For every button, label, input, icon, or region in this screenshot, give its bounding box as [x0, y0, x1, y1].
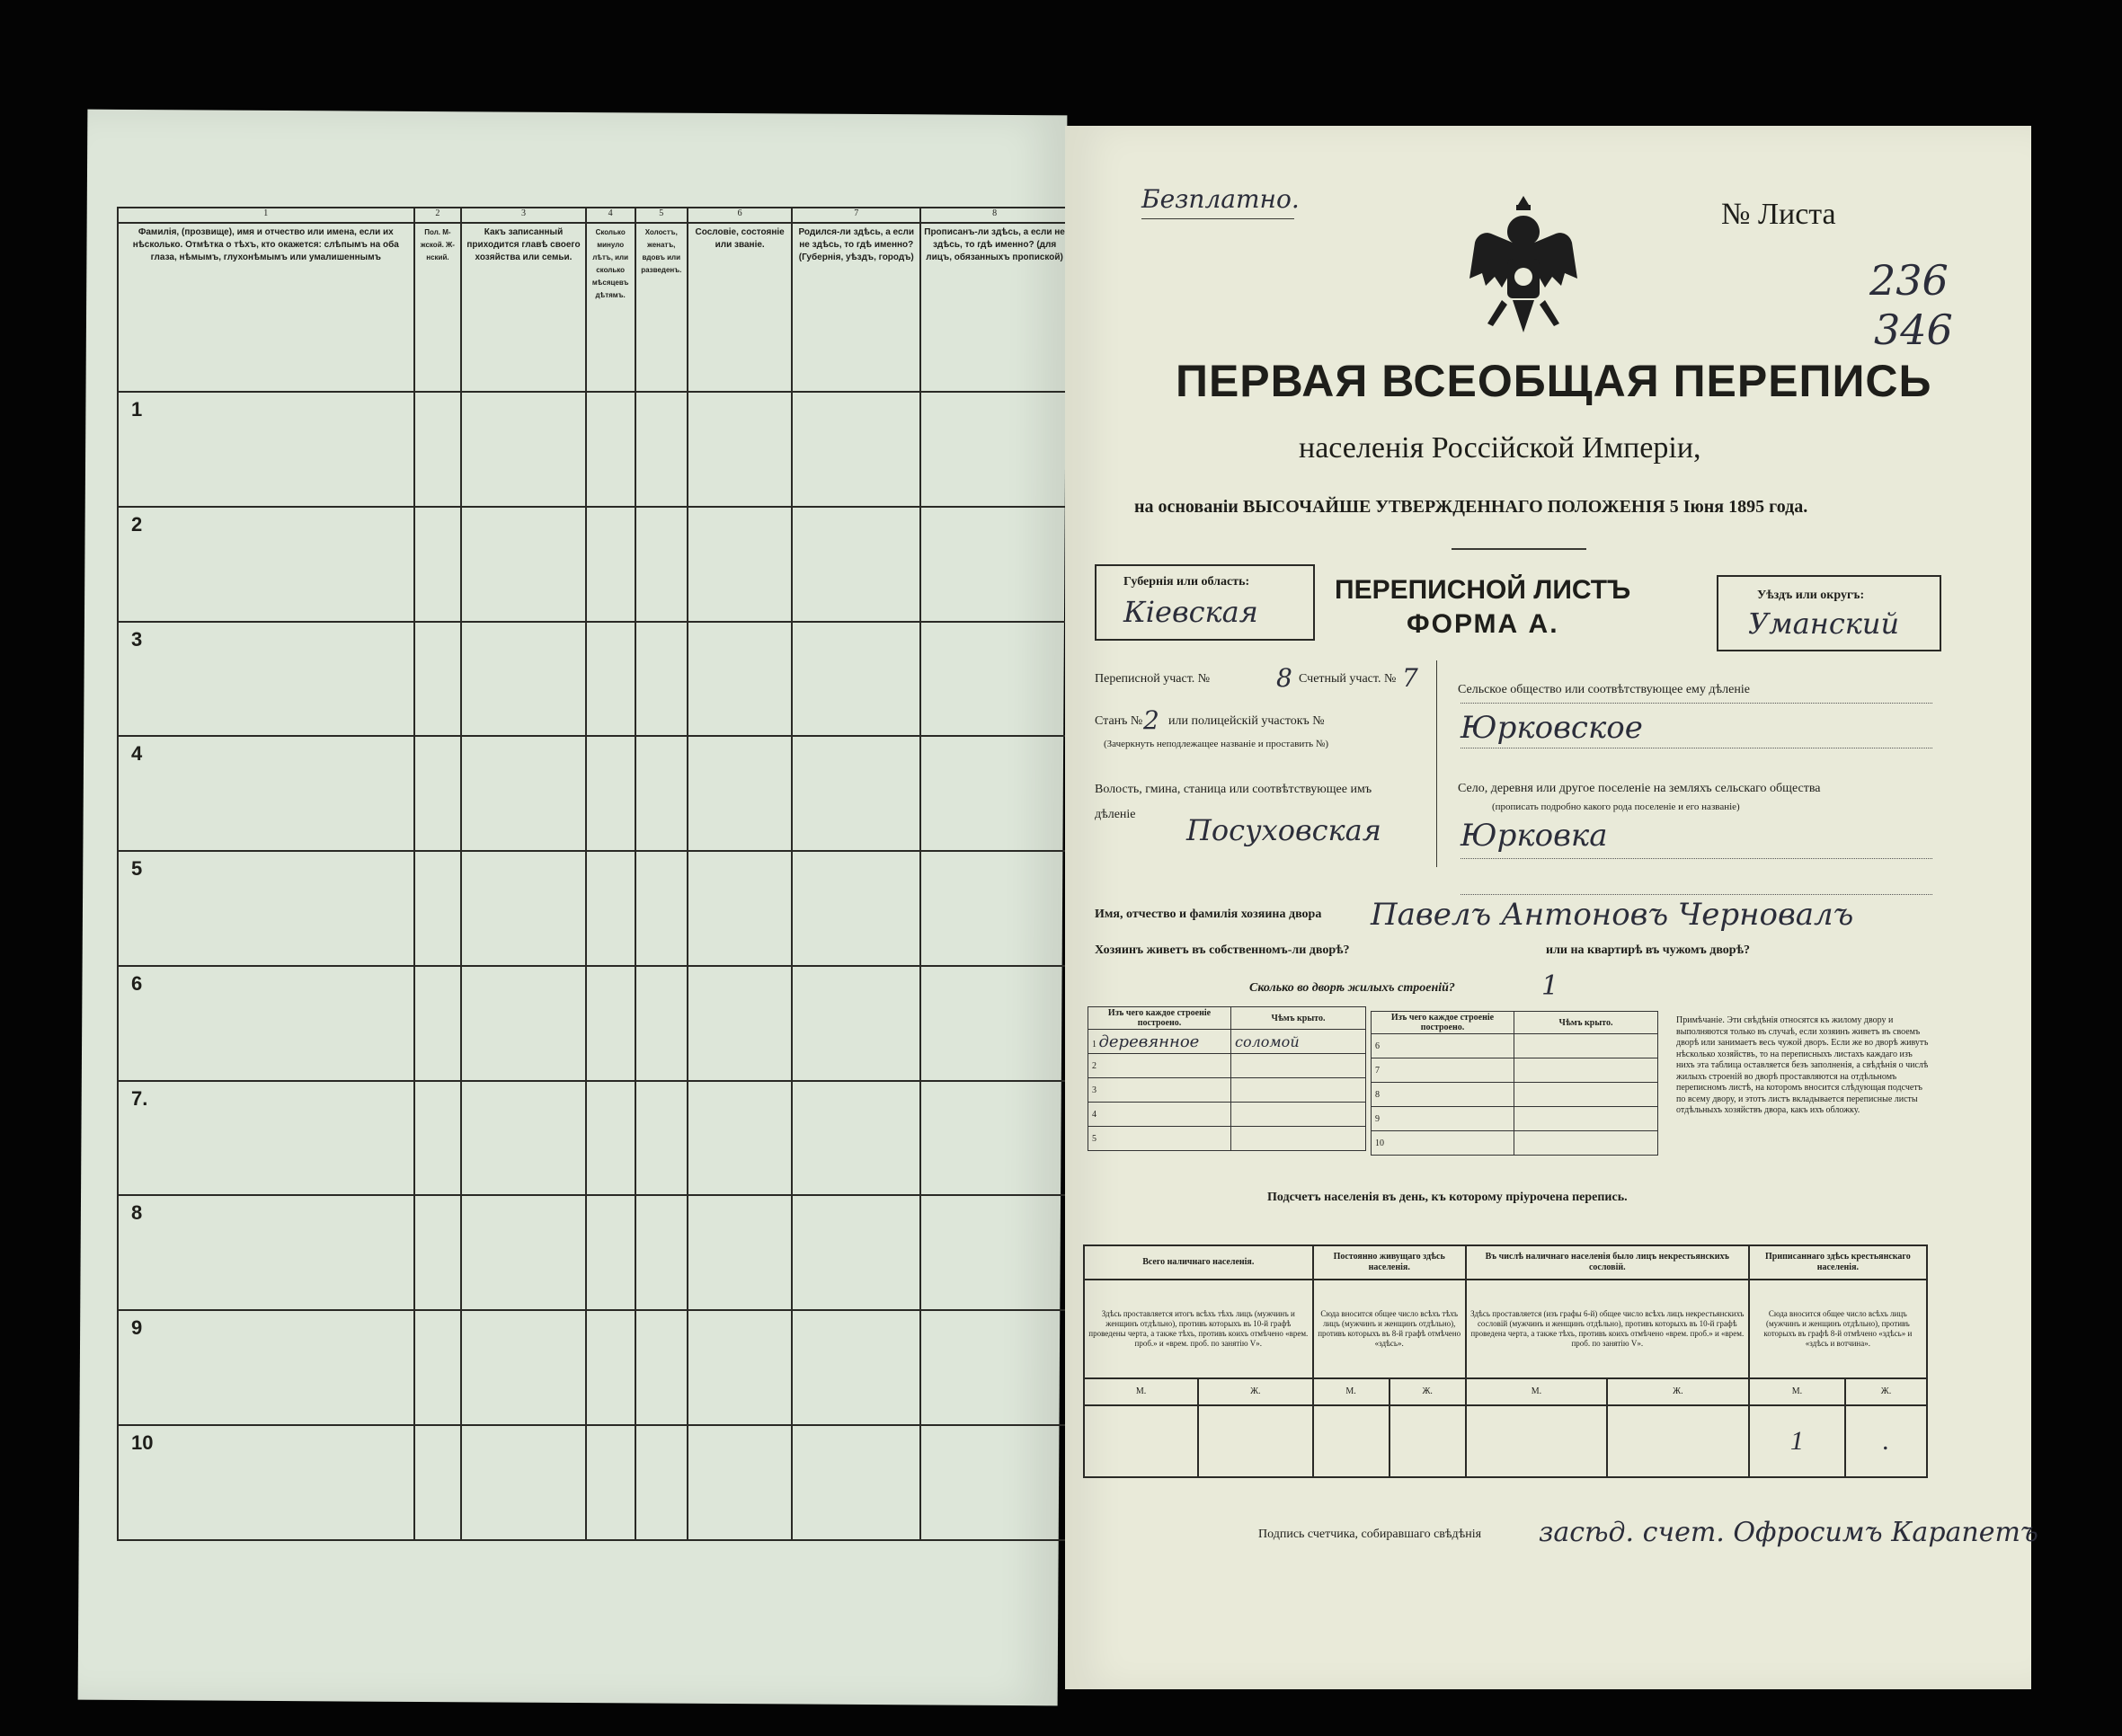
building-row: 4: [1088, 1103, 1231, 1127]
building-row: 3: [1088, 1078, 1231, 1103]
sex-label: М.: [1466, 1378, 1607, 1405]
building-roof: соломой: [1235, 1032, 1300, 1050]
summary-value: .: [1845, 1405, 1927, 1477]
counting-district-label: Счетный участ. №: [1299, 672, 1397, 686]
cross-out-note: (Зачеркнуть неподлежащее названіе и проставить №): [1104, 739, 1329, 749]
table-row: [118, 736, 1069, 851]
sex-label: М.: [1084, 1378, 1198, 1405]
apartment-label: или на квартирѣ въ чужомъ дворѣ?: [1546, 943, 1750, 957]
summary-value: [1313, 1405, 1390, 1477]
row-number: 3: [118, 622, 414, 737]
building-row: 7: [1372, 1058, 1514, 1083]
summary-header: Приписаннаго здѣсь крестьянскаго населенія.: [1749, 1245, 1927, 1280]
sex-label: М.: [1313, 1378, 1390, 1405]
summary-value: [1198, 1405, 1313, 1477]
gubernia-value: Кіевская: [1123, 595, 1258, 629]
building-row: 9: [1372, 1107, 1514, 1131]
buildings-header: Изъ чего каждое строеніе построено.: [1088, 1007, 1231, 1030]
column-number: 5: [635, 208, 688, 223]
ornament-rule: [1452, 548, 1586, 550]
row-number: 8: [118, 1195, 414, 1310]
row-number: 7.: [118, 1081, 414, 1196]
dwellings-label: Сколько во дворѣ жилыхъ строеній?: [1249, 981, 1455, 995]
building-row-number: 1: [1092, 1039, 1097, 1050]
buildings-header: Чѣмъ крыто.: [1231, 1007, 1366, 1030]
sex-label: Ж.: [1390, 1378, 1466, 1405]
table-row: [118, 392, 1069, 507]
building-row: 2: [1088, 1054, 1231, 1078]
volost-label: Волость, гмина, станица или соотвѣтствующее имъ дѣленіе: [1095, 783, 1372, 821]
summary-value: [1607, 1405, 1749, 1477]
dwellings-value: 1: [1541, 970, 1559, 1002]
summary-header: Въ числѣ наличнаго населенія было лицъ некрестьянскихъ сословій.: [1466, 1245, 1749, 1280]
summary-title: Подсчетъ населенія въ день, къ которому пріурочена перепись.: [1267, 1191, 1628, 1204]
table-row: [118, 851, 1069, 966]
sex-label: М.: [1749, 1378, 1845, 1405]
summary-value: [1390, 1405, 1466, 1477]
rule: [1461, 894, 1932, 895]
village-note: (прописать подробно какого рода поселеніе и его названіе): [1492, 802, 1740, 812]
signature-value: засѣд. счет. Офросимъ Карапетъ: [1539, 1517, 2038, 1548]
row-number: 4: [118, 736, 414, 851]
table-row: [118, 966, 1069, 1081]
summary-table: [1083, 1244, 1928, 1478]
volost-value: Посуховская: [1186, 813, 1381, 847]
stan-label: Станъ №: [1095, 714, 1143, 728]
summary-description: Здѣсь проставляется итогъ всѣхъ тѣхъ лицъ (мужчинъ и женщинъ отдѣльно), противъ которыхъ въ 10-й графѣ проведены черта, а также тѣхъ, противъ коихъ отмѣчено «врем. проб.» и «врем. проб. по занятію V».: [1084, 1280, 1313, 1378]
building-row: 5: [1088, 1127, 1231, 1151]
column-number: 3: [461, 208, 585, 223]
summary-description: Сюда вносится общее число всѣхъ тѣхъ лицъ (мужчинъ и женщинъ отдѣльно), противъ которыхъ въ 8-й графѣ отмѣчено «здѣсь».: [1313, 1280, 1466, 1378]
rule: [1141, 218, 1294, 219]
column-number: 4: [586, 208, 635, 223]
owner-lives-label: Хозяинъ живетъ въ собственномъ-ли дворѣ?: [1095, 943, 1350, 957]
column-header-relation: Какъ записанный приходится главѣ своего хозяйства или семьи.: [461, 223, 585, 392]
rule: [1461, 858, 1932, 859]
uezd-label: Уѣздъ или округъ:: [1757, 589, 1865, 602]
summary-value: [1084, 1405, 1198, 1477]
row-number: 1: [118, 392, 414, 507]
note-text: Примѣчаніе. Эти свѣдѣнія относятся къ жилому двору и выполняются только въ случаѣ, если хозяинъ живетъ въ своемъ дворѣ или занимаетъ весь чужой дворъ. Если же во дворѣ живутъ нѣсколько хозяйствъ, то на переписныхъ листахъ каждаго изъ нихъ эта таблица оставляется безъ заполненія, а свѣдѣнія о числѣ жилыхъ строеній во дворѣ проставляются на отдѣльномъ переписномъ листѣ, на которомъ вносится слѣдующая подсчетъ по всему двору, и этотъ листъ вкладывается переписные листы отдѣльныхъ хозяйствъ двора, какъ ихъ обложку.: [1676, 1015, 1929, 1115]
gubernia-label: Губернія или область:: [1123, 575, 1250, 589]
column-number-row: [118, 208, 1069, 223]
sheet-number-label: № Листа: [1721, 198, 1836, 231]
summary-description: Здѣсь проставляется (изъ графы 6-й) общее число всѣхъ лицъ некрестьянскихъ сословій (мужчинъ и женщинъ отдѣльно), противъ которыхъ въ 10-й графѣ проведена черта, а также тѣхъ, противъ коихъ отмѣчено «врем. проб.» и «врем. проб. по занятію V».: [1466, 1280, 1749, 1378]
table-row: [118, 1195, 1069, 1310]
table-row: [118, 1081, 1069, 1196]
column-number: 2: [414, 208, 462, 223]
imperial-eagle-emblem-icon: [1461, 189, 1586, 341]
sex-label: Ж.: [1607, 1378, 1749, 1405]
basis-line: на основаніи ВЫСОЧАЙШЕ УТВЕРЖДЕННАГО ПОЛОЖЕНІЯ 5 Іюня 1895 года.: [1134, 497, 1808, 517]
signature-label: Подпись счетчика, собиравшаго свѣдѣнія: [1258, 1528, 1482, 1541]
rural-society-value: Юрковское: [1461, 710, 1643, 746]
rule: [1461, 703, 1932, 704]
rural-society-label: Сельское общество или соотвѣтствующее ему дѣленіе: [1458, 683, 1750, 696]
column-header-registration: Прописанъ-ли здѣсь, а если не здѣсь, то гдѣ именно? (для лицъ, обязанныхъ пропиской): [920, 223, 1069, 392]
sex-label: Ж.: [1198, 1378, 1313, 1405]
table-row: [118, 1425, 1069, 1540]
building-row: 8: [1372, 1083, 1514, 1107]
uezd-value: Уманский: [1748, 607, 1900, 641]
row-number: 9: [118, 1310, 414, 1425]
vertical-divider: [1436, 660, 1437, 867]
building-row: 6: [1372, 1034, 1514, 1058]
column-header-row: [118, 223, 1069, 392]
census-district-value: 8: [1276, 663, 1292, 693]
form-subtitle: ФОРМА А.: [1407, 609, 1559, 639]
buildings-table-left: [1088, 1006, 1366, 1151]
summary-description: Сюда вносится общее число всѣхъ лицъ (мужчинъ и женщинъ отдѣльно), противъ которыхъ въ графѣ 8-й отмѣчено «здѣсь» и «здѣсь и вотчина».: [1749, 1280, 1927, 1378]
summary-header: Всего наличнаго населенія.: [1084, 1245, 1313, 1280]
row-number: 2: [118, 507, 414, 622]
column-header-sex: Пол. М-жской. Ж-нский.: [414, 223, 462, 392]
census-district-label: Переписной участ. №: [1095, 672, 1211, 686]
main-title: ПЕРВАЯ ВСЕОБЩАЯ ПЕРЕПИСЬ: [1176, 356, 1932, 406]
table-row: [118, 622, 1069, 737]
column-header-birthplace: Родился-ли здѣсь, а если не здѣсь, то гдѣ именно? (Губернія, уѣздъ, городъ): [792, 223, 920, 392]
sex-label: Ж.: [1845, 1378, 1927, 1405]
building-row: [1088, 1030, 1231, 1054]
counting-district-value: 7: [1402, 663, 1418, 693]
column-number: 7: [792, 208, 920, 223]
building-material: деревянное: [1098, 1032, 1200, 1051]
buildings-header: Изъ чего каждое строеніе построено.: [1372, 1012, 1514, 1034]
police-district-label: или полицейскій участокъ №: [1168, 714, 1325, 728]
building-row: 10: [1372, 1131, 1514, 1156]
row-number: 10: [118, 1425, 414, 1540]
census-table: [117, 207, 1070, 1541]
buildings-table-right: [1371, 1011, 1658, 1156]
stan-value: 2: [1143, 705, 1159, 735]
village-label: Село, деревня или другое поселеніе на земляхъ сельскаго общества: [1458, 782, 1821, 795]
buildings-header: Чѣмъ крыто.: [1514, 1012, 1658, 1034]
sheet-number-handwritten: 346: [1874, 306, 1953, 354]
summary-value: 1: [1749, 1405, 1845, 1477]
subtitle: населенія Россійской Имперіи,: [1299, 431, 1701, 465]
owner-label: Имя, отчество и фамилія хозяина двора: [1095, 908, 1322, 921]
column-header-estate: Сословіе, состояніе или званіе.: [688, 223, 792, 392]
row-number: 5: [118, 851, 414, 966]
column-number: 1: [118, 208, 414, 223]
column-header-name: Фамилія, (прозвище), имя и отчество или имена, если их нѣсколько. Отмѣтка о тѣхъ, кто окажется: слѣпымъ на оба глаза, нѣмымъ, глухонѣмымъ или умалишеннымъ: [118, 223, 414, 392]
column-header-age: Сколько минуло лѣтъ, или сколько мѣсяцевъ дѣтямъ.: [586, 223, 635, 392]
column-number: 8: [920, 208, 1069, 223]
column-header-marital: Холостъ, женатъ, вдовъ или разведенъ.: [635, 223, 688, 392]
village-value: Юрковка: [1461, 818, 1608, 854]
owner-value: Павелъ Антоновъ Черновалъ: [1371, 897, 1854, 933]
form-title: ПЕРЕПИСНОЙ ЛИСТЪ: [1335, 575, 1631, 605]
summary-header: Постоянно живущаго здѣсь населенія.: [1313, 1245, 1466, 1280]
free-label: Безплатно.: [1141, 184, 1300, 214]
sheet-number-handwritten: 236: [1869, 256, 1949, 305]
column-number: 6: [688, 208, 792, 223]
table-row: [118, 507, 1069, 622]
summary-value: [1466, 1405, 1607, 1477]
table-row: [118, 1310, 1069, 1425]
row-number: 6: [118, 966, 414, 1081]
